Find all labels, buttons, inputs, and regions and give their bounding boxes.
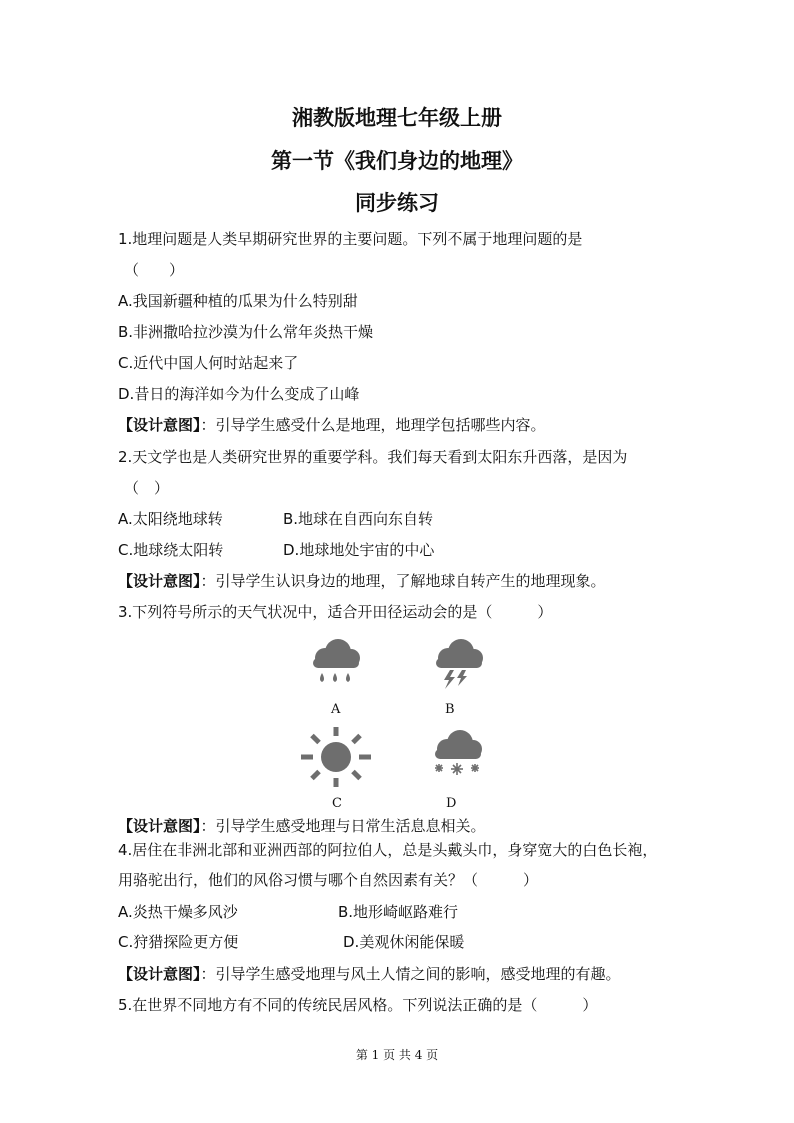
- intent-text: ：引导学生感受地理与风土人情之间的影响，感受地理的有趣。: [200, 965, 621, 983]
- q1-stem: 1.地理问题是人类早期研究世界的主要问题。下列不属于地理问题的是: [118, 230, 583, 248]
- q2-option-d: D.地球地处宇宙的中心: [283, 541, 435, 559]
- q4-stem-line1: 4.居住在非洲北部和亚洲西部的阿拉伯人，总是头戴头巾，身穿宽大的白色长袍，: [118, 841, 658, 859]
- q1-blank: （ ）: [124, 261, 185, 279]
- icon-label-c: C: [332, 796, 342, 811]
- q4-design-intent: [118, 963, 621, 984]
- q4-option-c: C.狩猎探险更方便: [118, 933, 239, 951]
- icon-label-b: B: [445, 702, 455, 717]
- intent-text: ：引导学生感受什么是地理，地理学包括哪些内容。: [200, 416, 546, 434]
- q1-option-c: C.近代中国人何时站起来了: [118, 354, 299, 372]
- intent-label: 【设计意图】: [118, 416, 201, 434]
- q3-design-intent: [118, 815, 486, 836]
- thunderstorm-icon: [428, 636, 488, 690]
- doc-title: 湘教版地理七年级上册: [292, 105, 502, 130]
- q2-stem: 2.天文学也是人类研究世界的重要学科。我们每天看到太阳东升西落，是因为: [118, 448, 628, 466]
- q2-option-b: B.地球在自西向东自转: [283, 510, 434, 528]
- q4-option-a: A.炎热干燥多风沙: [118, 903, 238, 921]
- sun-icon: [299, 725, 373, 789]
- q4-option-d: D.美观休闲能保暖: [343, 933, 465, 951]
- intent-label: 【设计意图】: [118, 965, 201, 983]
- q3-stem: 3.下列符号所示的天气状况中，适合开田径运动会的是（ ）: [118, 603, 553, 621]
- q1-option-d: D.昔日的海洋如今为什么变成了山峰: [118, 385, 360, 403]
- snow-cloud-icon: [427, 727, 489, 783]
- q2-design-intent: [118, 570, 606, 591]
- q2-option-a: A.太阳绕地球转: [118, 510, 223, 528]
- q4-option-b: B.地形崎岖路难行: [338, 903, 459, 921]
- subtitle: 同步练习: [355, 190, 439, 215]
- q1-design-intent: [118, 414, 546, 435]
- intent-text: ：引导学生感受地理与日常生活息息相关。: [200, 817, 486, 835]
- icon-label-a: A: [331, 702, 341, 717]
- q1-option-a: A.我国新疆种植的瓜果为什么特别甜: [118, 292, 358, 310]
- q1-option-b: B.非洲撒哈拉沙漠为什么常年炎热干燥: [118, 323, 374, 341]
- q2-blank: （ ）: [124, 479, 170, 497]
- intent-text: ：引导学生认识身边的地理，了解地球自转产生的地理现象。: [200, 572, 606, 590]
- q4-stem-line2: 用骆驼出行，他们的风俗习惯与哪个自然因素有关？（ ）: [118, 871, 539, 889]
- rain-cloud-icon: [305, 636, 365, 690]
- intent-label: 【设计意图】: [118, 817, 201, 835]
- page-number: 第 1 页 共 4 页: [355, 1048, 439, 1062]
- q5-stem: 5.在世界不同地方有不同的传统民居风格。下列说法正确的是（ ）: [118, 996, 598, 1014]
- icon-label-d: D: [446, 796, 457, 811]
- q2-option-c: C.地球绕太阳转: [118, 541, 224, 559]
- section-title: 第一节《我们身边的地理》: [271, 148, 523, 173]
- intent-label: 【设计意图】: [118, 572, 201, 590]
